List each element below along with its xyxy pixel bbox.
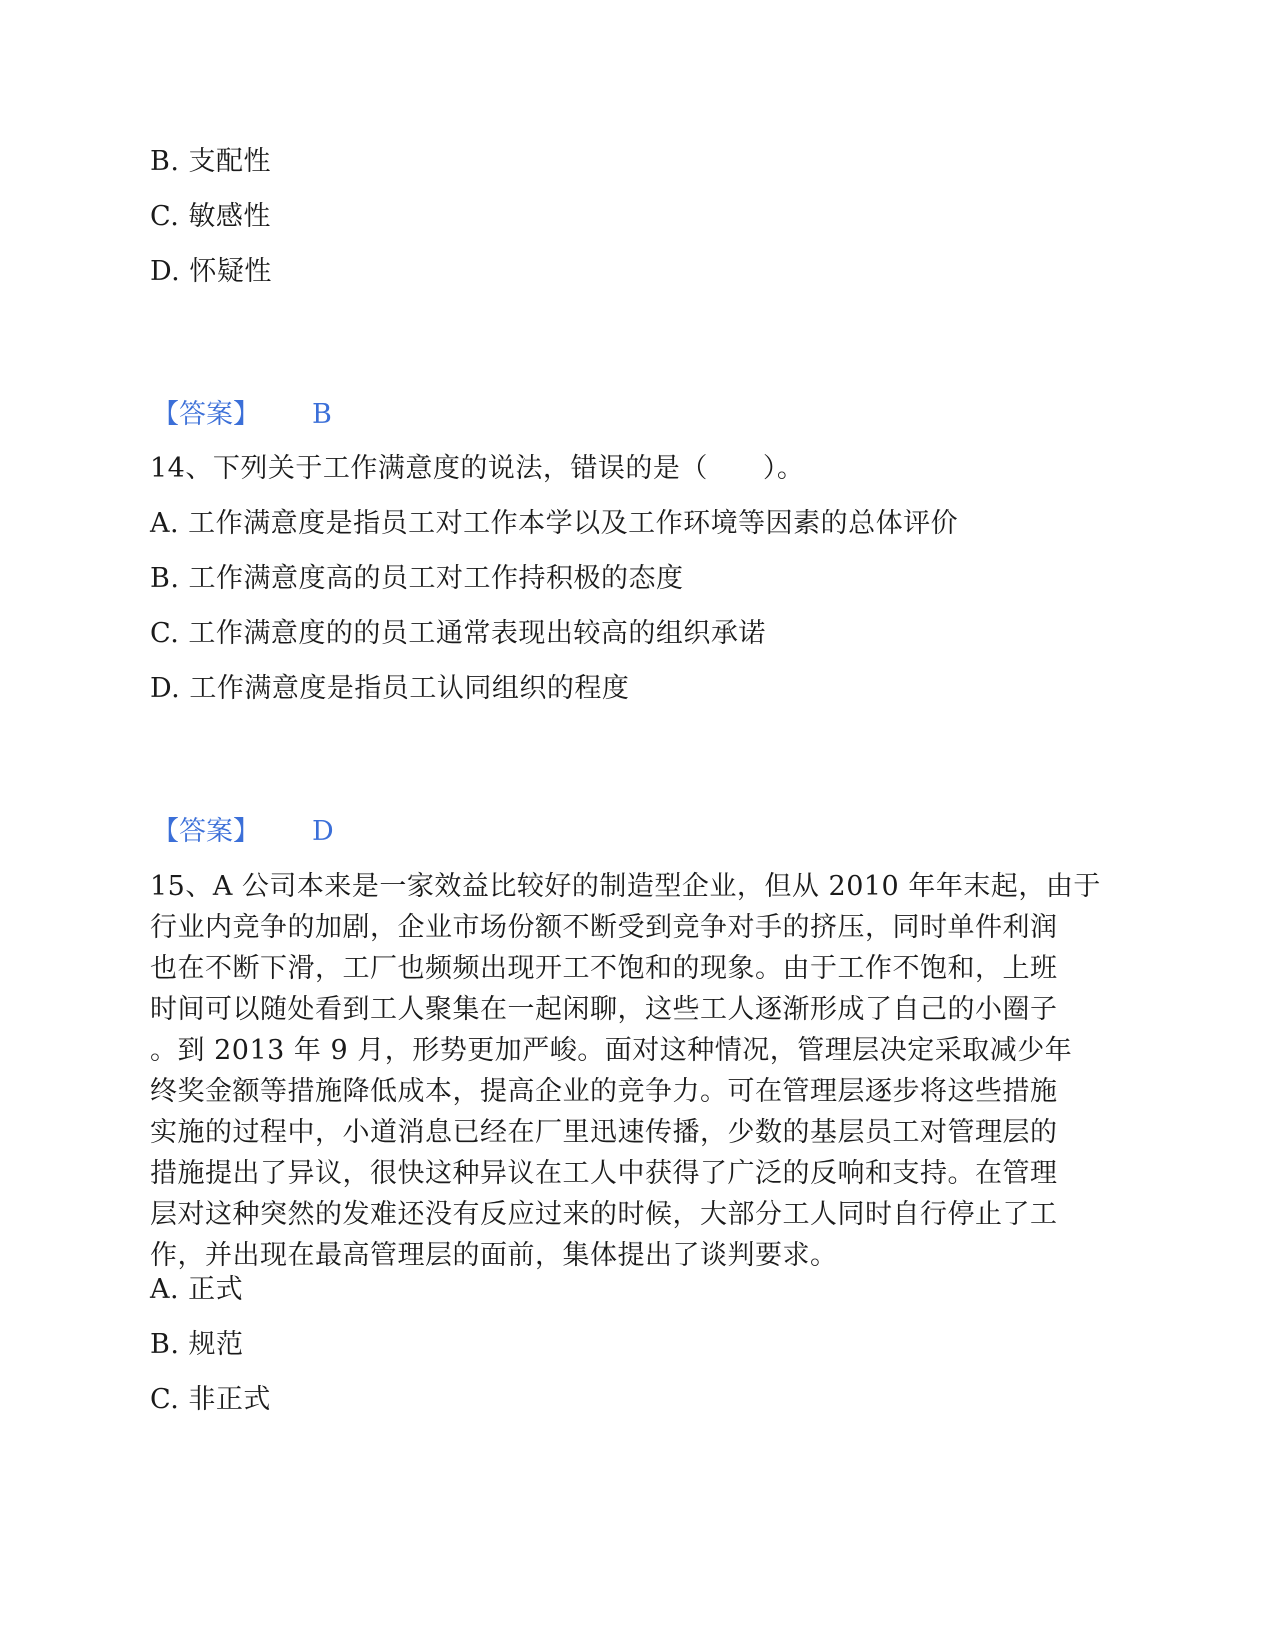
q15-stem-line: 实施的过程中，小道消息已经在厂里迅速传播，少数的基层员工对管理层的: [150, 1117, 1058, 1148]
q13-option-c: C. 敏感性: [150, 201, 271, 232]
answer-label: 【答案】: [152, 816, 260, 847]
q13-answer: [152, 398, 332, 432]
q15-option-b: B. 规范: [150, 1329, 244, 1360]
q14-option-d: D. 工作满意度是指员工认同组织的程度: [150, 673, 630, 704]
answer-label: 【答案】: [152, 399, 260, 430]
q15-stem-line: 措施提出了异议，很快这种异议在工人中获得了广泛的反响和支持。在管理: [150, 1158, 1058, 1189]
q15-stem-line: 15、A 公司本来是一家效益比较好的制造型企业，但从 2010 年年末起，由于: [150, 871, 1101, 902]
q14-option-a: A. 工作满意度是指员工对工作本学以及工作环境等因素的总体评价: [150, 508, 959, 539]
q15-stem-line: 。到 2013 年 9 月，形势更加严峻。面对这种情况，管理层决定采取减少年: [150, 1035, 1073, 1066]
q15-option-a: A. 正式: [150, 1274, 244, 1305]
q13-option-d: D. 怀疑性: [150, 256, 272, 287]
q15-option-c: C. 非正式: [150, 1384, 271, 1415]
answer-value: B: [312, 399, 332, 430]
q15-stem-line: 也在不断下滑，工厂也频频出现开工不饱和的现象。由于工作不饱和，上班: [150, 953, 1058, 984]
q15-stem: [150, 866, 1110, 1276]
q14-option-c: C. 工作满意度的的员工通常表现出较高的组织承诺: [150, 618, 766, 649]
q14-option-b: B. 工作满意度高的员工对工作持积极的态度: [150, 563, 684, 594]
q14-answer: [152, 815, 334, 849]
q15-stem-line: 层对这种突然的发难还没有反应过来的时候，大部分工人同时自行停止了工: [150, 1199, 1058, 1230]
q15-stem-line: 时间可以随处看到工人聚集在一起闲聊，这些工人逐渐形成了自己的小圈子: [150, 994, 1058, 1025]
q13-option-b: B. 支配性: [150, 146, 272, 177]
answer-value: D: [312, 816, 334, 847]
q15-stem-line: 作，并出现在最高管理层的面前，集体提出了谈判要求。: [150, 1240, 838, 1271]
q14-stem: 14、下列关于工作满意度的说法，错误的是（ ）。: [150, 453, 805, 484]
q15-stem-line: 终奖金额等措施降低成本，提高企业的竞争力。可在管理层逐步将这些措施: [150, 1076, 1058, 1107]
q15-stem-line: 行业内竞争的加剧，企业市场份额不断受到竞争对手的挤压，同时单件利润: [150, 912, 1058, 943]
